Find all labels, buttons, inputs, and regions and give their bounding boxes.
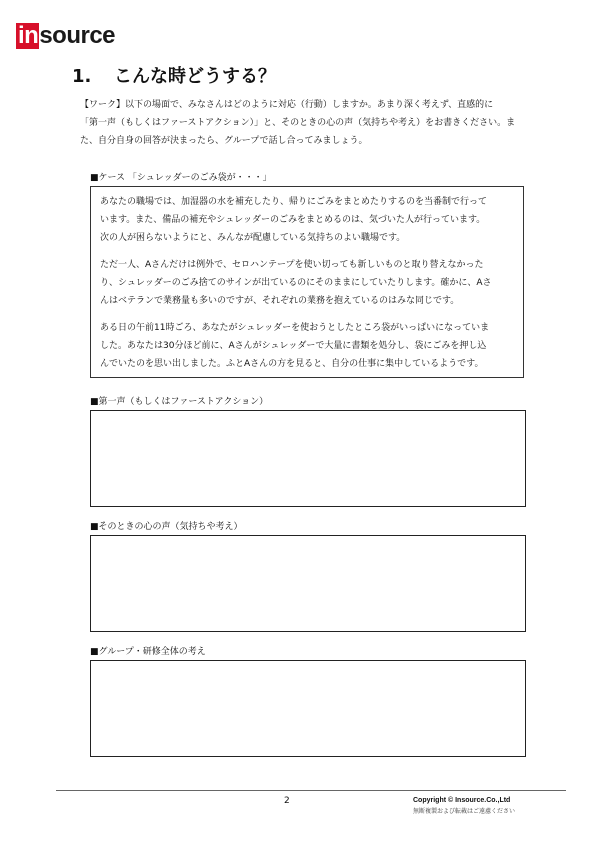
footer-divider — [56, 790, 566, 791]
inner-voice-label: ■そのときの心の声（気持ちや考え） — [90, 522, 243, 532]
case-box — [90, 186, 524, 378]
case-line: んでいたのを思い出しました。ふとAさんの方を見ると、自分の仕事に集中しているようです。 — [100, 359, 484, 369]
case-line: います。また、備品の補充やシュレッダーのごみをまとめるのは、気づいた人が行っています。 — [100, 215, 486, 225]
instruction-line: 【ワーク】以下の場面で、みなさんはどのように対応（行動）しますか。あまり深く考えず、直感的に — [80, 100, 494, 110]
case-label: ■ケース 「シュレッダーのごみ袋が・・・」 — [90, 173, 272, 183]
instruction-text — [80, 96, 540, 150]
logo-source-text: source — [39, 22, 116, 49]
case-paragraph — [100, 193, 523, 247]
insource-logo — [16, 23, 115, 49]
case-line: ある日の午前11時ごろ、あなたがシュレッダーを使おうとしたところ袋がいっぱいになっていま — [100, 323, 490, 333]
page-number: 2 — [284, 796, 290, 806]
case-line: あなたの職場では、加湿器の水を補充したり、帰りにごみをまとめたりするのを当番制で行って — [100, 197, 488, 207]
case-paragraph — [100, 256, 523, 310]
case-paragraph — [100, 319, 523, 373]
group-view-label: ■グループ・研修全体の考え — [90, 647, 206, 657]
page-title — [72, 62, 276, 88]
inner-voice-answer-box[interactable] — [90, 535, 526, 632]
section-title: こんな時どうする？ — [114, 66, 276, 87]
section-number: 1. — [72, 66, 92, 87]
logo-in-mark: in — [18, 22, 39, 49]
case-line: ただ一人、Aさんだけは例外で、セロハンテープを使い切っても新しいものと取り替えなかった — [100, 260, 484, 270]
instruction-line: た、自分自身の回答が決まったら、グループで話し合ってみましょう。 — [80, 136, 368, 146]
case-line: した。あなたは30分ほど前に、Aさんがシュレッダーで大量に書類を処分し、袋にごみを押し込 — [100, 341, 487, 351]
case-line: 次の人が困らないようにと、みんなが配慮している気持ちのよい職場です。 — [100, 233, 406, 243]
instruction-line: 「第一声（もしくはファーストアクション）」と、そのときの心の声（気持ちや考え）をお書きください。ま — [80, 118, 516, 128]
first-words-answer-box[interactable] — [90, 410, 526, 507]
copyright-notice: 無断複製および転載はご遠慮ください — [413, 808, 516, 815]
case-line: り、シュレッダーのごみ捨てのサインが出ているのにそのままにしていたりします。確かに、Aさ — [100, 278, 492, 288]
case-line: んはベテランで業務量も多いのですが、それぞれの業務を抱えているのはみな同じです。 — [100, 296, 460, 306]
copyright-text: Copyright © Insource.Co.,Ltd — [413, 797, 511, 804]
group-view-answer-box[interactable] — [90, 660, 526, 757]
first-words-label: ■第一声（もしくはファーストアクション） — [90, 397, 269, 407]
